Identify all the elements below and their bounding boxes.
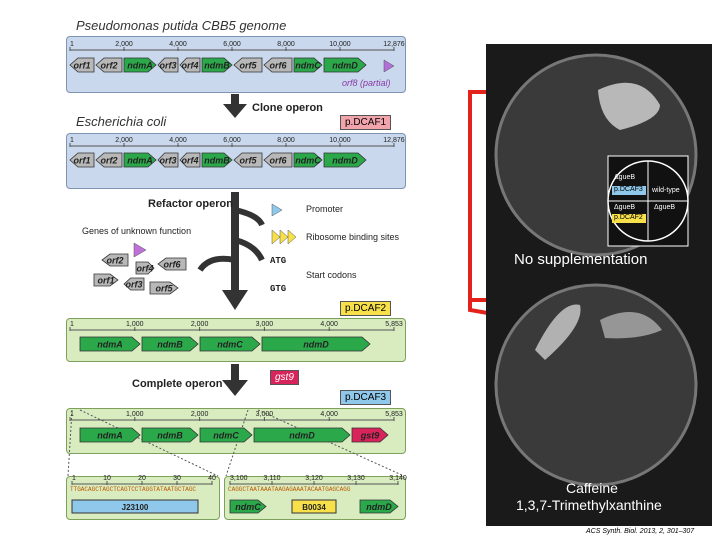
dcaf2-tick-label: 4,000 [320, 321, 338, 328]
dcaf2-gene-ndmC-label: ndmC [217, 339, 243, 350]
unknown-function-label: Genes of unknown function [82, 226, 192, 236]
gtg-label: GTG [270, 284, 287, 294]
dcaf3-tick-label: 1,000 [126, 411, 144, 418]
rbs-label: Ribosome binding sites [306, 232, 400, 242]
dcaf3-gene-ndmD-label: ndmD [289, 430, 315, 441]
b0034-label: B0034 [302, 503, 326, 512]
ecoli-tick-label: 4,000 [169, 137, 187, 144]
ecoli-tick-label: 1 [70, 137, 74, 144]
genome-gene-orf2-label: orf2 [100, 60, 118, 71]
genome-gene-orf1-label: orf1 [73, 60, 91, 71]
unknown-gene-orf3-label: orf3 [125, 279, 143, 290]
dcaf2-tick-label: 3,000 [255, 321, 274, 328]
genome-gene-ndmB-label: ndmB [204, 60, 230, 71]
dcaf2-gene-ndmD-label: ndmD [303, 339, 329, 350]
zoom-ndmd-label: ndmD [366, 502, 392, 512]
ecoli-gene-ndmB-label: ndmB [204, 155, 230, 166]
ecoli-gene-orf2-label: orf2 [100, 155, 118, 166]
atg-label: ATG [270, 256, 287, 266]
dcaf3-gene-ndmB-label: ndmB [157, 430, 183, 441]
dcaf2-tick-label: 2,000 [190, 321, 209, 328]
dcaf2-gene-ndmB-label: ndmB [157, 339, 183, 350]
zoom-right-tick-label: 3,120 [305, 475, 323, 482]
ecoli-gene-orf1-label: orf1 [73, 155, 91, 166]
quadrant-label-bl2: p.DCAF2 [614, 214, 643, 221]
unknown-gene-orf5-label: orf5 [155, 283, 173, 294]
genome-gene-orf6-label: orf6 [269, 60, 287, 71]
complete-step-label: Complete operon [132, 378, 223, 390]
genome-gene-orf4-label: orf4 [181, 60, 199, 71]
zoom-left-tick-label: 10 [103, 475, 111, 482]
zoom-right-tick-label: 3,100 [230, 475, 248, 482]
genome-gene-orf5-label: orf5 [239, 60, 257, 71]
ecoli-tick-label: 12,876 [383, 137, 405, 144]
genome-gene-ndmA-label: ndmA [127, 60, 153, 71]
quadrant-label-tr: wild-type [652, 187, 680, 194]
dcaf3-gene-ndmC-label: ndmC [213, 430, 239, 441]
dcaf3-tick-label: 5,853 [385, 411, 403, 418]
dcaf3-tick-label: 4,000 [320, 411, 338, 418]
ecoli-tick-label: 8,000 [277, 137, 295, 144]
zoom-left-tick-label: 30 [173, 475, 181, 482]
dcaf3-gene-gst9-label: gst9 [360, 430, 380, 441]
ecoli-gene-ndmC-label: ndmC [295, 155, 321, 166]
dcaf3-tick-label: 2,000 [190, 411, 209, 418]
zoom-left-sequence: TTGACAGCTAGCTCAGTCCTAGGTATAATGCTAGC [70, 486, 197, 493]
ecoli-tick-label: 10,000 [329, 137, 351, 144]
unknown-gene-orf6-label: orf6 [163, 259, 181, 270]
dcaf2-gene-ndmA-label: ndmA [97, 339, 123, 350]
promoter-label: Promoter [306, 204, 344, 214]
genome-tick-label: 6,000 [223, 41, 241, 48]
genome-tick-label: 12,876 [383, 41, 405, 48]
unknown-gene-orf2-label: orf2 [106, 255, 124, 266]
quadrant-label-tl2: p.DCAF3 [614, 186, 643, 193]
zoom-right-tick-label: 3,130 [347, 475, 365, 482]
caffeine-label: Caffeine [566, 480, 618, 496]
ecoli-tick-label: 6,000 [223, 137, 241, 144]
ecoli-gene-orf5-label: orf5 [239, 155, 257, 166]
refactor-step-label: Refactor operon [148, 198, 233, 210]
genome-tick-label: 8,000 [277, 41, 295, 48]
zoom-right-tick-label: 3,110 [263, 475, 281, 482]
dcaf3-tick-label: 1 [70, 411, 74, 418]
gst-tag: gst9 [270, 370, 299, 385]
trimethylxanthine-label: 1,3,7-Trimethylxanthine [516, 497, 662, 513]
quadrant-label-bl: ΔgueB [614, 204, 636, 211]
zoom-left-tick-label: 1 [72, 475, 76, 482]
genome-tick-label: 10,000 [329, 41, 351, 48]
dcaf1-tag: p.DCAF1 [340, 115, 391, 130]
unknown-gene-orf4-label: orf4 [136, 263, 154, 274]
start-codons-label: Start codons [306, 270, 357, 280]
quadrant-label-tl: ΔgueB [614, 174, 636, 181]
zoom-left-tick-label: 20 [138, 475, 146, 482]
genome-tick-label: 1 [70, 41, 74, 48]
genome-gene-orf3-label: orf3 [159, 60, 177, 71]
plate-bottom [496, 285, 696, 485]
j23100-label: J23100 [121, 503, 149, 512]
dcaf2-tick-label: 1 [70, 321, 74, 328]
genome-tick-label: 4,000 [169, 41, 187, 48]
unknown-gene-orf1-label: orf1 [97, 275, 115, 286]
quadrant-label-br: ΔgueB [654, 204, 676, 211]
dcaf2-tick-label: 1,000 [126, 321, 144, 328]
zoom-right-tick-label: 3,140 [389, 475, 407, 482]
no-supplementation-label: No supplementation [514, 251, 648, 268]
dcaf3-tag: p.DCAF3 [340, 390, 391, 405]
ecoli-title: Escherichia coli [76, 114, 167, 129]
ecoli-gene-orf6-label: orf6 [269, 155, 287, 166]
partial-label: orf8 (partial) [342, 78, 391, 88]
ecoli-gene-orf4-label: orf4 [181, 155, 199, 166]
ecoli-gene-ndmD-label: ndmD [332, 155, 358, 166]
ecoli-tick-label: 2,000 [115, 137, 133, 144]
genome-gene-ndmD-label: ndmD [332, 60, 358, 71]
ecoli-gene-ndmA-label: ndmA [127, 155, 153, 166]
clone-step-label: Clone operon [252, 102, 323, 114]
zoom-right-sequence: CAGGCTAATAAATAAGAGAAATACAATGAGCAGG [228, 486, 351, 493]
dcaf3-gene-ndmA-label: ndmA [97, 430, 123, 441]
genome-title: Pseudomonas putida CBB5 genome [76, 18, 287, 33]
dcaf3-tick-label: 3,000 [255, 411, 274, 418]
zoom-left-tick-label: 40 [208, 475, 216, 482]
dcaf2-tag: p.DCAF2 [340, 301, 391, 316]
genome-tick-label: 2,000 [115, 41, 133, 48]
dcaf2-tick-label: 5,853 [385, 321, 403, 328]
zoom-ndmc-label: ndmC [235, 502, 261, 512]
genome-gene-ndmC-label: ndmC [295, 60, 321, 71]
ecoli-gene-orf3-label: orf3 [159, 155, 177, 166]
citation: ACS Synth. Biol. 2013, 2, 301–307 [586, 528, 695, 535]
